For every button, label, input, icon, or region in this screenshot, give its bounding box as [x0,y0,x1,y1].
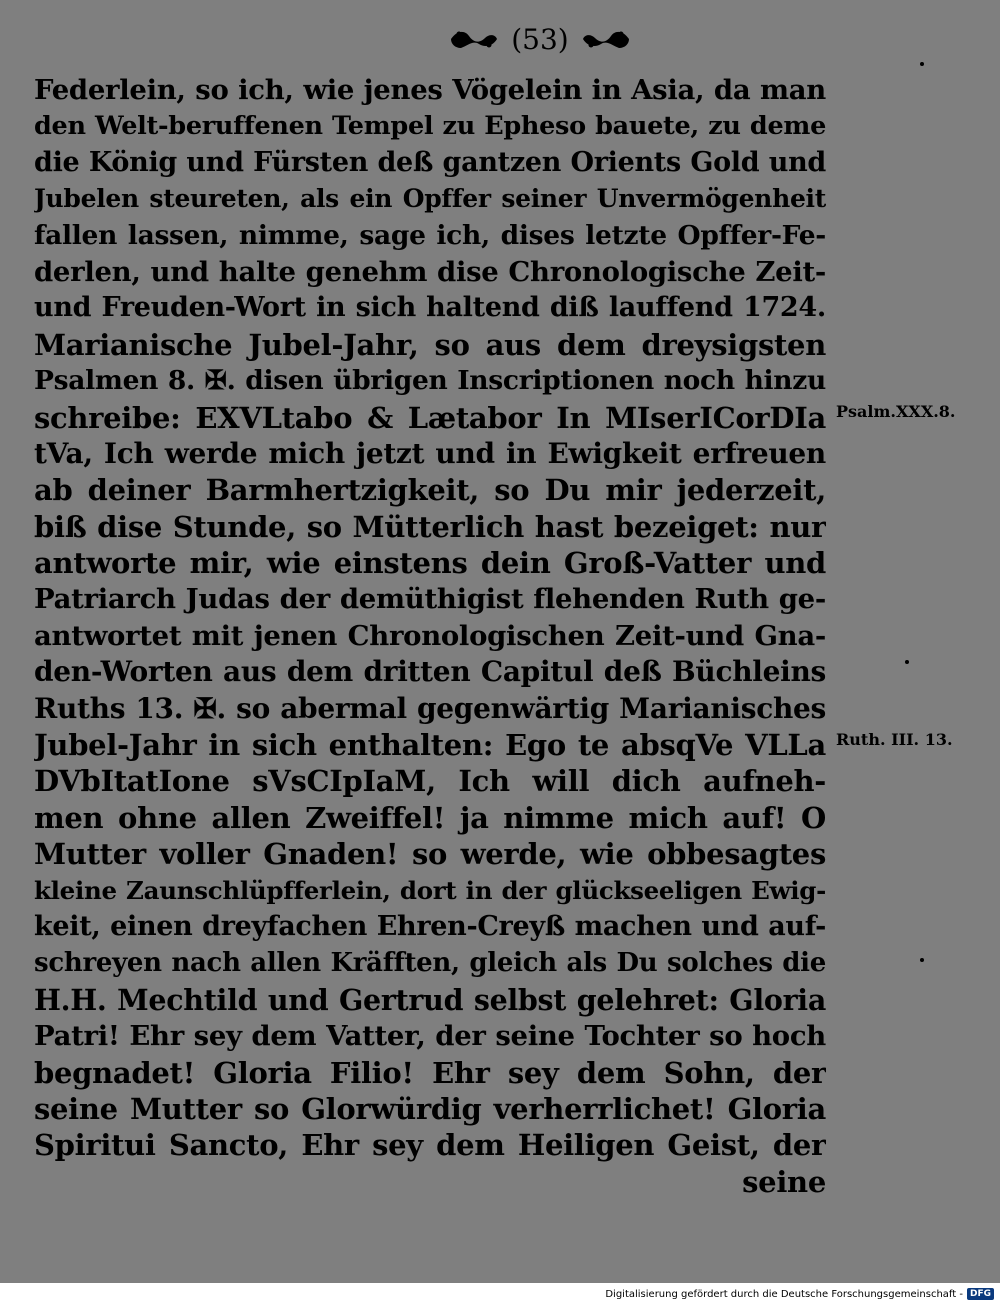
text-line: Jubel-Jahr in sich enthalten: Ego te absqVe VLLa [34,728,826,763]
right-ornament-icon [581,26,631,52]
text-line: Patriarch Judas der demüthigist flehenden Ruth ge- [34,583,826,616]
text-line: seine Mutter so Glorwürdig verherrlichet! Gloria [34,1091,826,1126]
text-line: tVa, Ich werde mich jetzt und in Ewigkeit erfreuen [34,436,826,470]
dfg-logo: DFG [967,1288,994,1300]
text-line: schreibe: EXVLtabo & Lætabor In MIserICorDIa [34,400,826,435]
text-line: begnadet! Gloria Filio! Ehr sey dem Sohn, der [34,1055,826,1090]
text-line: biß dise Stunde, so Mütterlich hast bezeiget: nur [34,509,826,544]
margin-note-ruth: Ruth. III. 13. [836,730,953,749]
speck-mark [905,660,909,664]
speck-mark [920,958,924,962]
text-line: Psalmen 8. ✠. disen übrigen Inscriptionen noch hinzu [34,365,826,397]
text-line: Federlein, so ich, wie jenes Vögelein in Asia, da man [34,74,826,106]
text-line: und Freuden-Wort in sich haltend diß lauffend 1724. [34,292,826,324]
text-line: schreyen nach allen Kräfften, gleich als Du solches die [34,948,826,979]
text-line: fallen lassen, nimme, sage ich, dises letzte Opffer-Fe- [34,219,826,251]
text-line: antworte mir, wie einstens dein Groß-Vatter und [34,546,826,581]
text-line: ab deiner Barmhertzigkeit, so Du mir jederzeit, [34,473,826,508]
text-line: Marianische Jubel-Jahr, so aus dem dreysigsten [34,327,826,362]
speck-mark [920,62,924,66]
text-line: men ohne allen Zweiffel! ja nimme mich auf! O [34,800,826,835]
text-line: H.H. Mechtild und Gertrud selbst gelehret: Gloria [34,982,826,1017]
text-line: DVbItatIone sVsCIpIaM, Ich will dich aufneh- [34,764,826,799]
page-header [0,14,1000,64]
text-line: die König und Fürsten deß gantzen Orients Gold und [34,146,826,178]
text-line: den-Worten aus dem dritten Capitul deß Büchleins [34,655,826,689]
body-text [34,72,826,1200]
text-line: kleine Zaunschlüpfferlein, dort in der glückseeligen Ewig- [34,875,826,905]
text-line: antwortet mit jenen Chronologischen Zeit-und Gna- [34,619,826,652]
text-line: Patri! Ehr sey dem Vatter, der seine Tochter so hoch [34,1020,826,1053]
text-line: keit, einen dreyfachen Ehren-Creyß machen und auf- [34,910,826,942]
left-ornament-icon [449,26,499,52]
footer-bar [0,1283,1000,1305]
page-number: (53) [511,22,569,56]
footer-credit: Digitalisierung gefördert durch die Deutsche Forschungsgemeinschaft - [605,1288,963,1300]
text-line: den Welt-beruffenen Tempel zu Epheso bauete, zu deme [34,111,826,142]
catchword: seine [742,1164,826,1199]
margin-note-psalm: Psalm.XXX.8. [836,402,956,421]
text-line: derlen, und halte genehm dise Chronologische Zeit- [34,255,826,288]
text-line: Ruths 13. ✠. so abermal gegenwärtig Marianisches [34,691,826,725]
text-line: Mutter voller Gnaden! so werde, wie obbesagtes [34,837,826,872]
text-line: Jubelen steureten, als ein Opffer seiner Unvermögenheit [34,184,826,214]
text-line: Spiritui Sancto, Ehr sey dem Heiligen Geist, der [34,1128,826,1163]
